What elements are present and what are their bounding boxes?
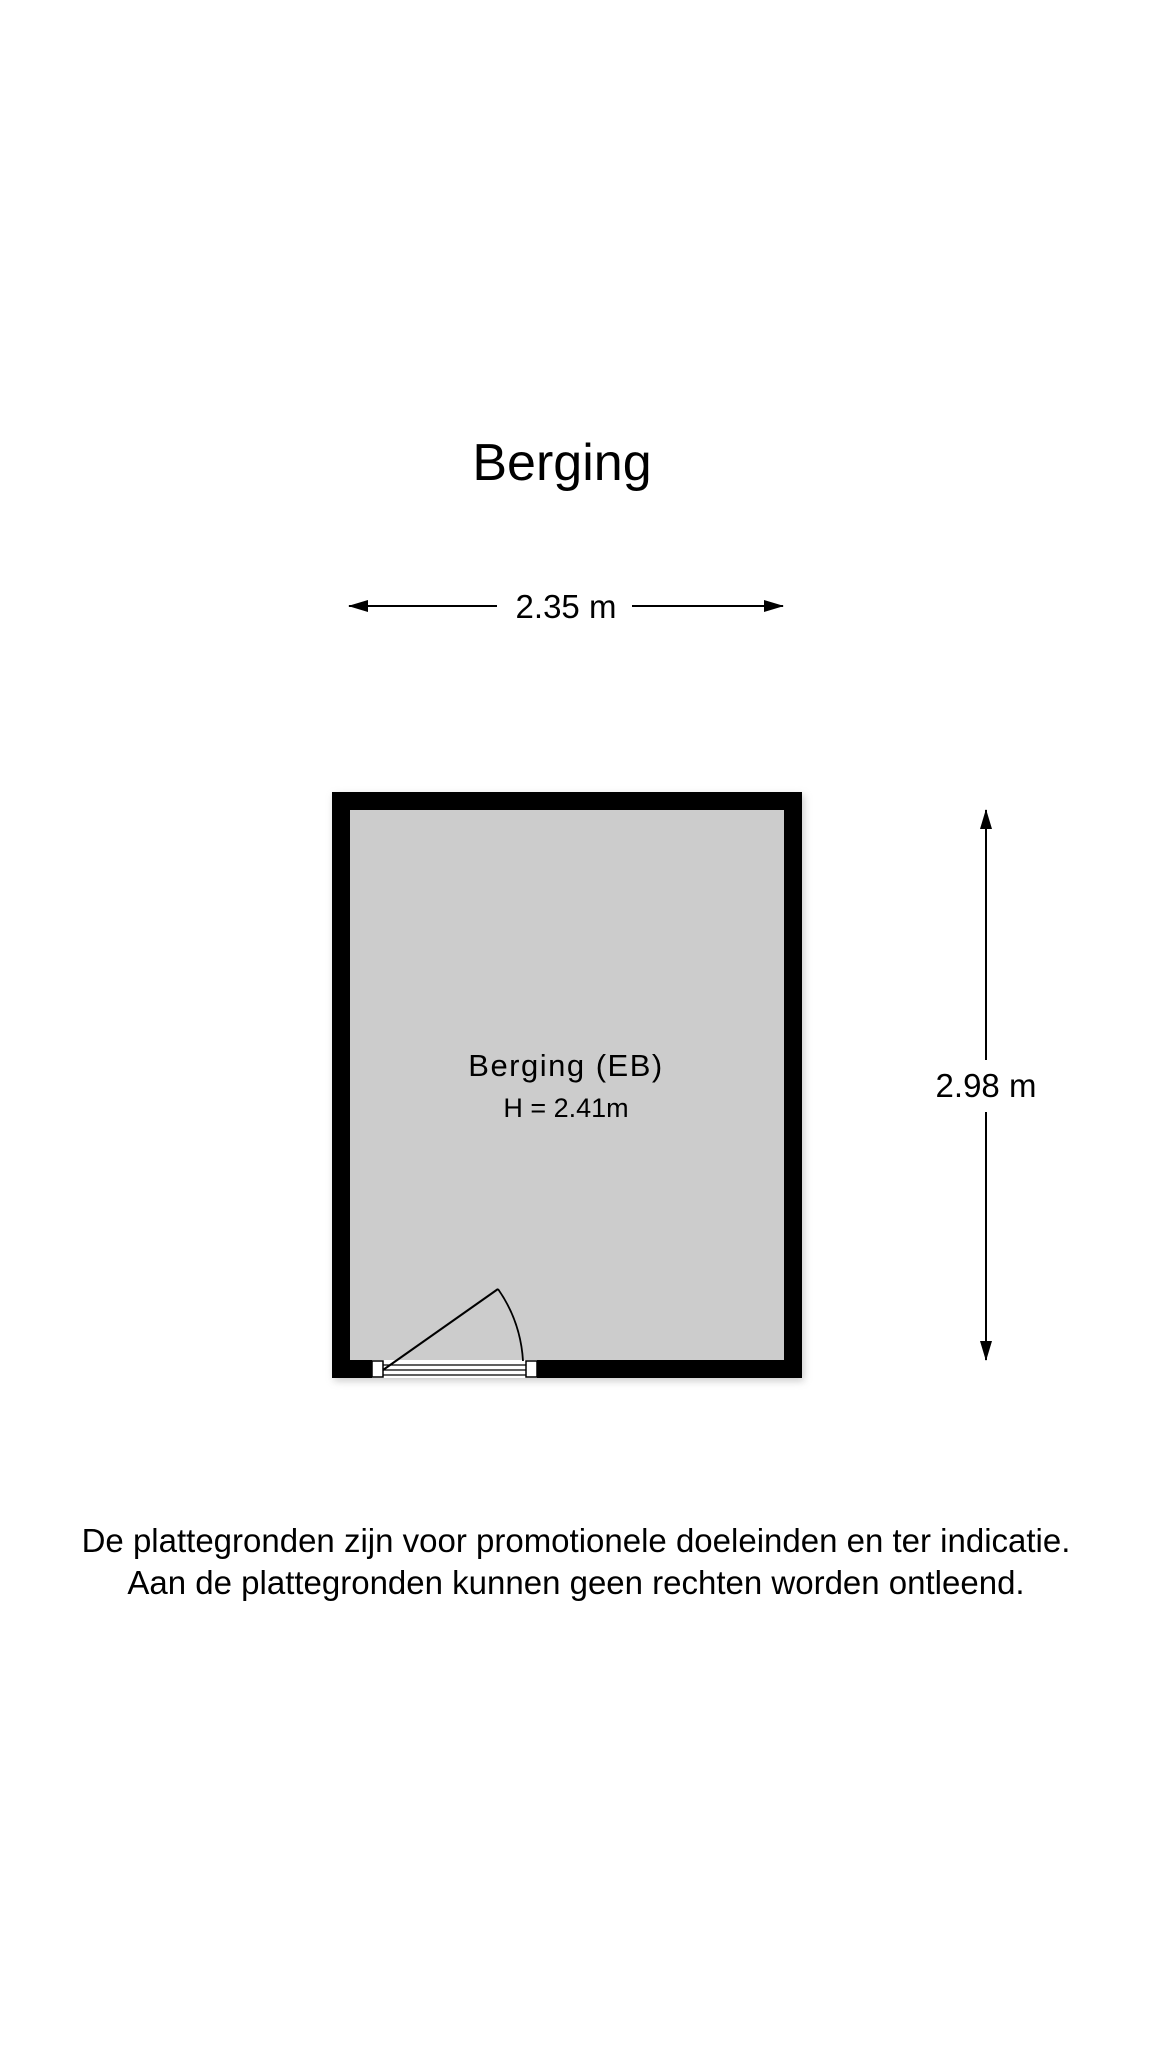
door-jamb-right: [526, 1361, 537, 1377]
depth-label: 2.98 m: [935, 1067, 1037, 1104]
disclaimer-line-1: De plattegronden zijn voor promotionele doeleinden en ter indicatie.: [81, 1522, 1071, 1559]
depth-dimension: [936, 810, 1037, 1360]
plan-title: Berging: [472, 434, 652, 492]
room-berging: [332, 792, 804, 1381]
width-label: 2.35 m: [515, 588, 617, 625]
room-name-label: Berging (EB): [468, 1048, 664, 1083]
disclaimer-line-2: Aan de plattegronden kunnen geen rechten worden ontleend.: [127, 1564, 1025, 1601]
disclaimer: [0, 1520, 1152, 1604]
room-floor: [350, 810, 784, 1360]
door-jamb-left: [372, 1361, 383, 1377]
room-height-label: H = 2.41m: [503, 1093, 629, 1123]
width-dimension: [349, 588, 783, 625]
